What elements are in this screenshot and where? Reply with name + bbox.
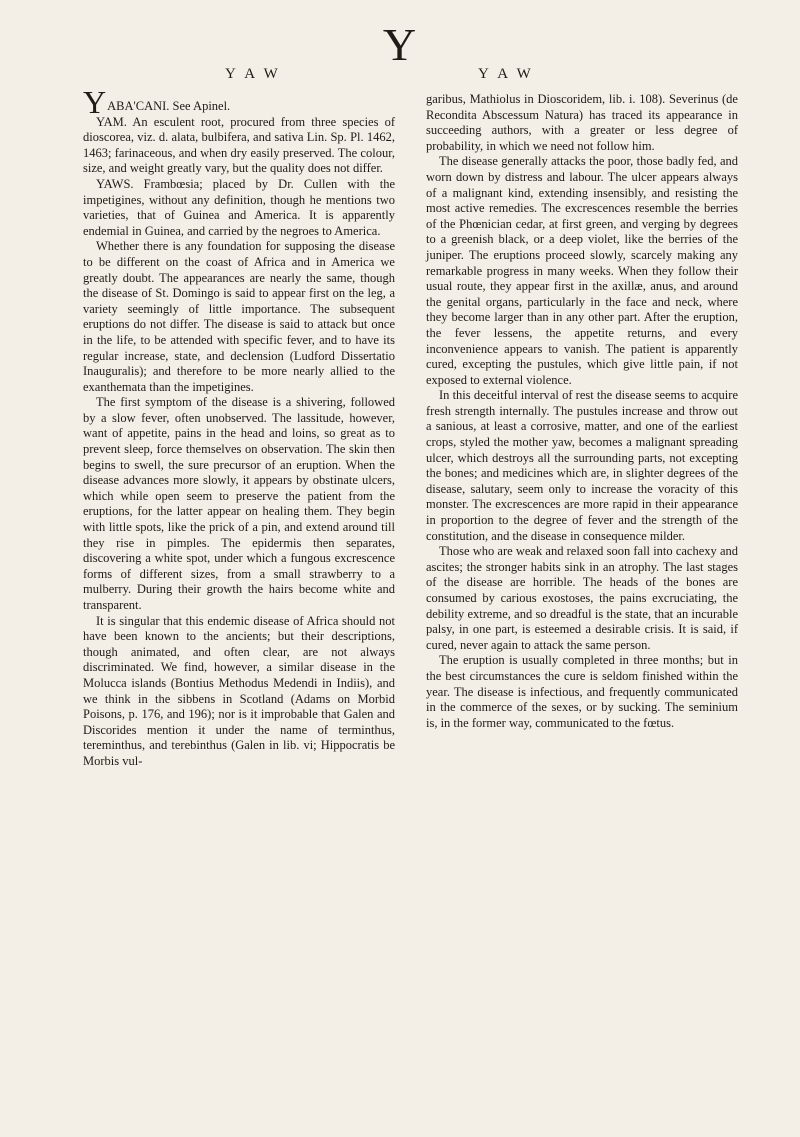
paragraph: The first symptom of the disease is a shivering, followed by a slow fever, often unobserved. The lassitude, however, want of appetite, pains in the head and loins, so great as to prevent sleep, force themselves on observation. The skin then begins to swell, the sure precursor of an eruption. When the disease advances more slowly, it appears by obstinate ulcers, which while open seem to preserve the patient from the eruptions, for the latter appear on healing them. They begin with little spots, like the prick of a pin, and extend around till they rise in pimples. The epidermis then separates, discovering a white spot, under which a fungous excrescence forms of different sizes, from a small strawberry to a mulberry. During their growth the hairs become white and transparent. — [83, 395, 395, 612]
paragraph: Those who are weak and relaxed soon fall into cachexy and ascites; the stronger habits sink in an atrophy. The last stages of the disease are horrible. The heads of the bones are consumed by carious exostoses, the pains excruciating, the debility extreme, and so dreadful is the state, that an incurable palsy, in one part, is esteemed a desirable crisis. It is said, if cured, never again to attack the same person. — [426, 544, 738, 652]
entry-yabacani — [83, 84, 395, 120]
paragraph: The eruption is usually completed in three months; but in the best circumstances the cure is seldom finished within the year. The disease is infectious, and frequently communicated in the commerce of the sexes, or by sucking. The seminium is, in the former way, communicated to the fœtus. — [426, 653, 738, 730]
paragraph: It is singular that this endemic disease of Africa should not have been known to the ancients; but their descriptions, though animated, and often clear, are not always discriminated. We find, however, a similar disease in the Molucca islands (Bontius Methodus Medendi in Indiis), and we think in the sibbens in Scotland (Adams on Morbid Poisons, p. 176, and 196); nor is it improbable that Galen and Discorides mention it under the name of terminthus, tereminthus, and terebinthus (Galen in lib. vi; Hippocratis be Morbis vul- — [83, 613, 395, 768]
right-column — [426, 92, 738, 731]
paragraph: The disease generally attacks the poor, those badly fed, and worn down by distress and labour. The ulcer appears always of a malignant kind, extending insensibly, and resisting the most active remedies. The excrescences resemble the berries of the Phœnician cedar, at first green, and verging by degrees to a greenish black, or a deep violet, like the berries of the juniper. The eruptions proceed slowly, scarcely making any remarkable progress in many weeks. When they follow their usual route, they appear first in the axillæ, anus, and around the genital organs, particularly in the face and neck, where they become larger than in any other part. After the eruption, the fever lessens, the appetite returns, and every inconvenience appears to vanish. The patient is apparently cured, excepting the pustules, which give little pain, if not exposed to external violence. — [426, 154, 738, 387]
entry-yam: YAM. An esculent root, procured from three species of dioscorea, viz. d. alata, bulbifera, and sativa Lin. Sp. Pl. 1462, 1463; farinaceous, and when dry easily preserved. The colour, size, and weight greatly vary, but the quality does not differ. — [83, 114, 395, 176]
running-head-left: Y A W — [225, 66, 281, 82]
drop-initial: Y — [83, 84, 107, 120]
section-letter: Y — [382, 19, 418, 70]
paragraph-continued: garibus, Mathiolus in Dioscoridem, lib. i. 108). Severinus (de Recondita Abscessum Natura) has traced its appearance in succeeding authors, with a greater or less degree of probability, in which we need not follow him. — [426, 92, 738, 153]
left-column — [83, 84, 395, 770]
entry-yaws: YAWS. Frambœsia; placed by Dr. Cullen with the impetigines, without any definition, though he mentions two varieties, that of Guinea and America. It is apparently endemial in Guinea, and carried by the negroes to America. — [83, 176, 395, 238]
running-head-right: Y A W — [478, 66, 534, 82]
paragraph: In this deceitful interval of rest the disease seems to acquire fresh strength internally. The pustules increase and throw out a sanious, at least a corrosive, matter, and one of the earliest crops, styled the mother yaw, becomes a malignant spreading ulcer, which destroys all the surrounding parts, not excepting the bones; and medicines which are, in slighter degrees of the disease, salutary, seem only to increase the voracity of this monster. The excrescences are more rapid in their appearance in proportion to the degree of fever and the strength of the constitution, and the disease in consequence milder. — [426, 388, 738, 543]
paragraph: Whether there is any foundation for supposing the disease to be different on the coast of Africa and in America we greatly doubt. The appearances are nearly the same, though the disease of St. Domingo is said to appear first on the leg, a variety seemingly of little importance. The subsequent eruptions do not differ. The disease is said to attack but once in the life, to be attended with specific fever, and to have its regular increase, state, and declension (Ludford Dissertatio Inauguralis); and therefore to be more nearly allied to the exanthemata than the impetigines. — [83, 239, 395, 394]
entry-text: ABA'CANI. See Apinel. — [107, 99, 231, 113]
